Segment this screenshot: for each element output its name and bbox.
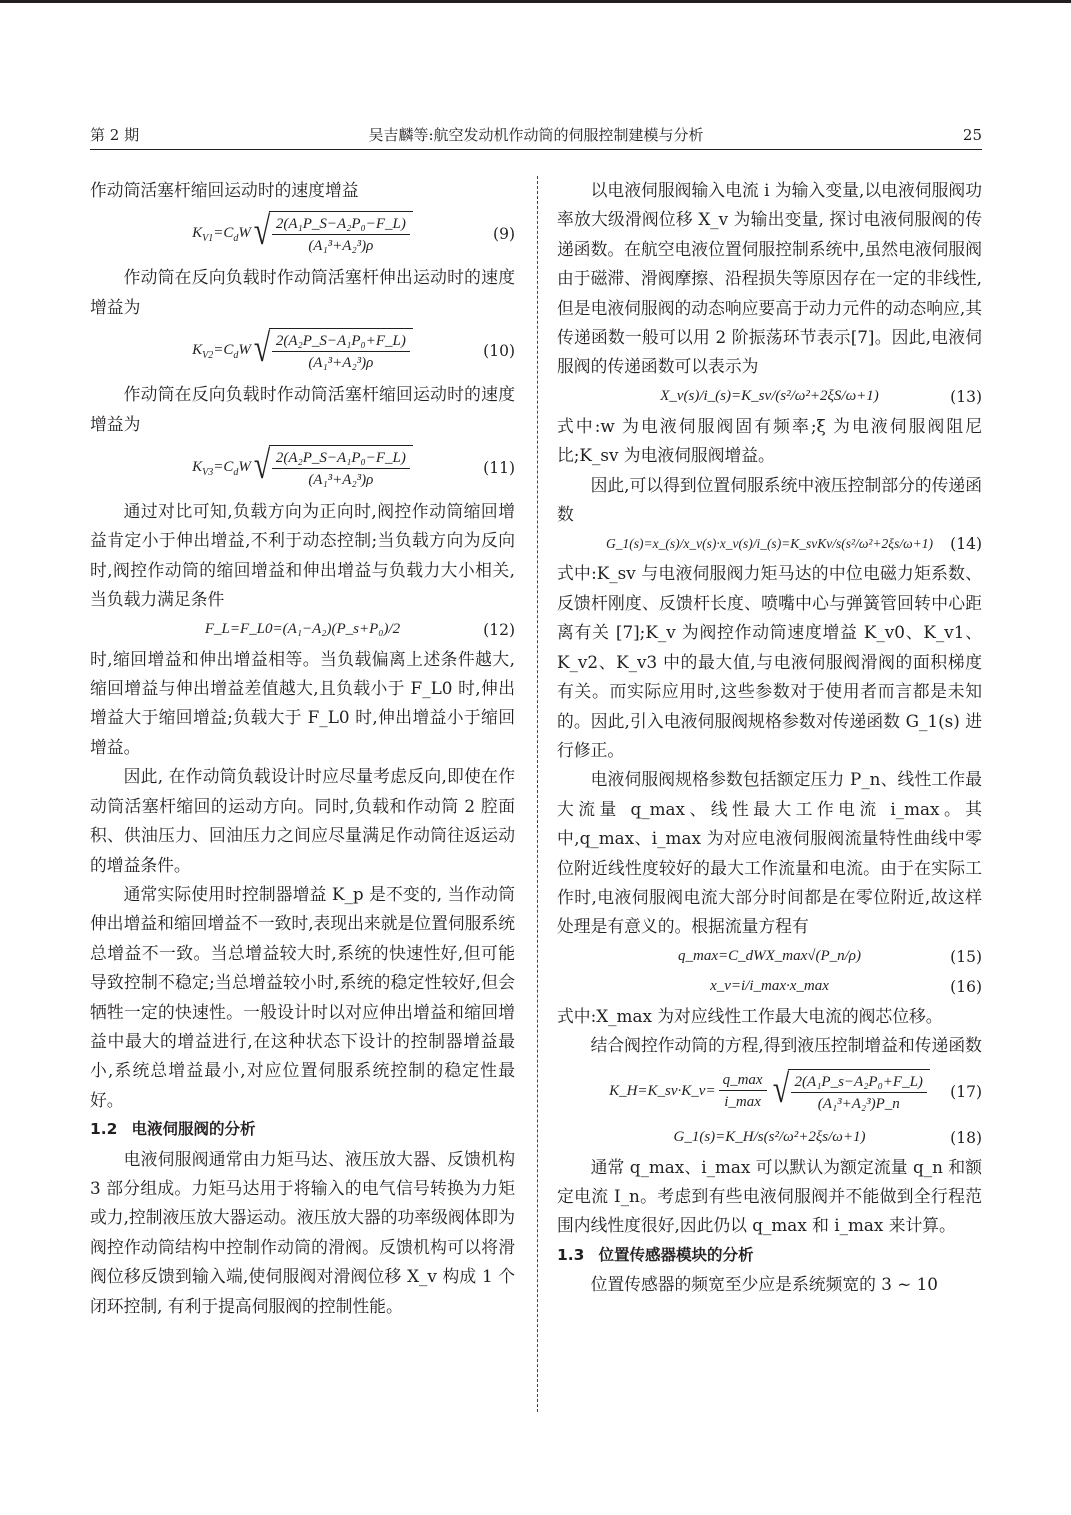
- equation-9: [90, 205, 515, 263]
- eq-denominator: (A₁³+A₂³)ρ: [308, 238, 374, 255]
- section-heading: [90, 1115, 515, 1144]
- section-heading: [557, 1241, 982, 1270]
- eq-denominator: (A₁³+A₂³)ρ: [308, 355, 374, 372]
- section-number: 1.3: [557, 1245, 585, 1264]
- equation-number: (17): [950, 1082, 982, 1101]
- paragraph: 通过对比可知,负载方向为正向时,阀控作动筒缩回增益肯定小于伸出增益,不利于动态控制;当负载方向为反向时,阀控作动筒的缩回增益和伸出增益与负载力大小相关,当负载力满足条件: [90, 501, 515, 610]
- equation-14: [557, 529, 982, 559]
- eq-lhs: $K_{V1}=C_dW$: [192, 224, 251, 244]
- paragraph: 作动筒活塞杆缩回运动时的速度增益: [90, 180, 359, 200]
- equation-17: [557, 1061, 982, 1123]
- equation-number: (15): [950, 947, 982, 966]
- equation-18: [557, 1123, 982, 1153]
- running-title: 吴吉麟等:航空发动机作动筒的伺服控制建模与分析: [368, 126, 704, 144]
- paragraph: 通常 q_max、i_max 可以默认为额定流量 q_n 和额定电流 I_n。考虑到有些电液伺服阀并不能做到全行程范围内线性度很好,因此仍以 q_max 和 i_max 来计算。: [557, 1156, 982, 1236]
- equation-number: (12): [483, 620, 515, 639]
- paragraph: 式中:w 为电液伺服阀固有频率;ξ 为电液伺服阀阻尼比;K_sv 为电液伺服阀增益。: [557, 415, 982, 466]
- paragraph: 电液伺服阀通常由力矩马达、液压放大器、反馈机构 3 部分组成。力矩马达用于将输入的电气信号转换为力矩或力,控制液压放大器运动。液压放大器的功率级阀体即为阀控作动筒结构中控制作动筒的滑阀。反馈机构可以将滑阀位移反馈到输入端,使伺服阀对滑阀位移 X_v 构成 1 个闭环控制, 有利于提高伺服阀的控制性能。: [90, 1148, 515, 1316]
- equation-12: [90, 615, 515, 645]
- eq-numerator: 2(A₁P_S−A₂P₀−F_L): [272, 214, 410, 235]
- equation-number: (14): [950, 535, 982, 554]
- paragraph: 因此, 在作动筒负载设计时应尽量考虑反向,即使在作动筒活塞杆缩回的运动方向。同时,负载和作动筒 2 腔面积、供油压力、回油压力之间应尽量满足作动筒往返运动的增益条件。: [90, 766, 515, 875]
- paragraph: 位置传感器的频宽至少应是系统频宽的 3 ~ 10: [590, 1274, 938, 1295]
- top-rule: [0, 0, 1071, 3]
- column-divider: [537, 176, 538, 1412]
- section-title: 电液伺服阀的分析: [131, 1120, 256, 1139]
- square-root: √ $\frac{\text{2(A₂P\_S−A₁P₀−F\_L)}}{\text{(A₁³+A₂³)ρ}}$: [251, 445, 413, 491]
- equation-number: (10): [483, 342, 515, 361]
- eq-lhs: $K_{V2}=C_dW$: [192, 341, 251, 361]
- equation-10: [90, 322, 515, 380]
- eq-numerator: 2(A₁P_s−A₂P₀+F_L): [791, 1072, 927, 1093]
- eq-expression: x_v=i/i_max·x_max: [710, 978, 829, 995]
- eq-denominator: (A₁³+A₂³)P_n: [817, 1095, 900, 1112]
- eq-expression: G_1(s)=K_H/s(s²/ω²+2ξs/ω+1): [673, 1129, 866, 1146]
- eq-denominator: (A₁³+A₂³)ρ: [308, 472, 374, 489]
- eq-lhs: $K_{V3}=C_dW$: [192, 458, 251, 478]
- page-number: 25: [962, 126, 982, 144]
- eq-numerator: 2(A₂P_S−A₁P₀−F_L): [272, 448, 410, 469]
- equation-number: (11): [483, 459, 515, 478]
- equation-number: (18): [950, 1128, 982, 1147]
- paragraph: 通常实际使用时控制器增益 K_p 是不变的, 当作动筒伸出增益和缩回增益不一致时,表现出来就是位置伺服系统总增益不一致。当总增益较大时,系统的快速性好,但可能导致控制不稳定;当总增益较小时,系统的稳定性较好,但会牺牲一定的快速性。一般设计时以对应伸出增益和缩回增益中最大的增益进行,在这种状态下设计的控制器增益最小,系统总增益最小,对应位置伺服系统控制的稳定性最好。: [90, 883, 515, 1110]
- issue-number: 第 2 期: [90, 126, 140, 144]
- paragraph: 式中:K_sv 与电液伺服阀力矩马达的中位电磁力矩系数、反馈杆刚度、反馈杆长度、喷嘴中心与弹簧管回转中心距离有关 [7];K_v 为阀控作动筒速度增益 K_v0、K_v1、K_v2、K_v3 中的最大值,与电液伺服阀滑阀的面积梯度有关。而实际应用时,这些参数对于使用者而言都是未知的。因此,引入电液伺服阀规格参数对传递函数 G_1(s) 进行修正。: [557, 563, 982, 760]
- eq-expression: q_max=C_dWX_max√(P_n/ρ): [677, 948, 862, 965]
- paragraph: 作动筒在反向负载时作动筒活塞杆缩回运动时的速度增益为: [90, 384, 515, 434]
- equation-number: (16): [950, 977, 982, 996]
- right-column: [557, 176, 982, 1300]
- equation-16: [557, 972, 982, 1002]
- paragraph: 因此,可以得到位置伺服系统中液压控制部分的传递函数: [557, 474, 982, 525]
- equation-number: (9): [493, 225, 515, 244]
- section-number: 1.2: [90, 1120, 118, 1139]
- section-title: 位置传感器模块的分析: [598, 1245, 754, 1264]
- eq-numerator: 2(A₂P_S−A₁P₀+F_L): [272, 331, 410, 352]
- eq-lhs: K_H=K_sv·K_v=: [609, 1083, 716, 1100]
- eq-expression: G_1(s)=x_(s)/x_v(s)·x_v(s)/i_(s)=K_svKv/s(s²/ω²+2ξs/ω+1): [606, 536, 933, 552]
- paragraph: 式中:X_max 为对应线性工作最大电流的阀芯位移。: [557, 1005, 943, 1026]
- paragraph: 电液伺服阀规格参数包括额定压力 P_n、线性工作最大流量 q_max、线性最大工作电流 i_max。其中,q_max、i_max 为对应电液伺服阀流量特性曲线中零位附近线性度较好的最大工作流量和电流。由于在实际工作时,电液伺服阀电流大部分时间都是在零位附近,故这样处理是有意义的。根据流量方程有: [557, 769, 982, 937]
- equation-11: [90, 439, 515, 497]
- eq-expression: X_v(s)/i_(s)=K_sv/(s²/ω²+2ξS/ω+1): [660, 388, 879, 405]
- paragraph: 结合阀控作动筒的方程,得到液压控制增益和传递函数: [590, 1035, 982, 1056]
- paragraph: 时,缩回增益和伸出增益相等。当负载偏离上述条件越大,缩回增益与伸出增益差值越大,且负载小于 F_L0 时,伸出增益大于缩回增益;负载大于 F_L0 时,伸出增益小于缩回增益。: [90, 648, 515, 757]
- eq-expression: F_L=F_L0=(A₁−A₂)(P_s+P₀)/2: [204, 621, 401, 638]
- running-header: [90, 121, 982, 150]
- square-root: √ $\frac{\text{2(A₁P\_s−A₂P₀+F\_L)}}{\text{(A₁³+A₂³)P\_n}}$: [770, 1069, 930, 1115]
- eq-fraction: $\frac{q\_\max}{i\_\max}$: [719, 1070, 767, 1113]
- equation-15: [557, 942, 982, 972]
- square-root: √ $\frac{\text{2(A₁P\_S−A₂P₀−F\_L)}}{\text{(A₁³+A₂³)ρ}}$: [251, 211, 413, 257]
- paragraph: 以电液伺服阀输入电流 i 为输入变量,以电液伺服阀功率放大级滑阀位移 X_v 为输出变量, 探讨电液伺服阀的传递函数。在航空电液位置伺服控制系统中,虽然电液伺服阀由于磁滞、滑阀摩擦、沿程损失等原因存在一定的非线性,但是电液伺服阀的动态响应要高于动力元件的动态响应,其传递函数一般可以用 2 阶振荡环节表示[7]。因此,电液伺服阀的传递函数可以表示为: [557, 180, 982, 377]
- left-column: [90, 176, 515, 1321]
- equation-number: (13): [950, 387, 982, 406]
- equation-13: [557, 382, 982, 412]
- square-root: √ $\frac{\text{2(A₂P\_S−A₁P₀+F\_L)}}{\text{(A₁³+A₂³)ρ}}$: [251, 328, 413, 374]
- paragraph: 作动筒在反向负载时作动筒活塞杆伸出运动时的速度增益为: [90, 267, 515, 317]
